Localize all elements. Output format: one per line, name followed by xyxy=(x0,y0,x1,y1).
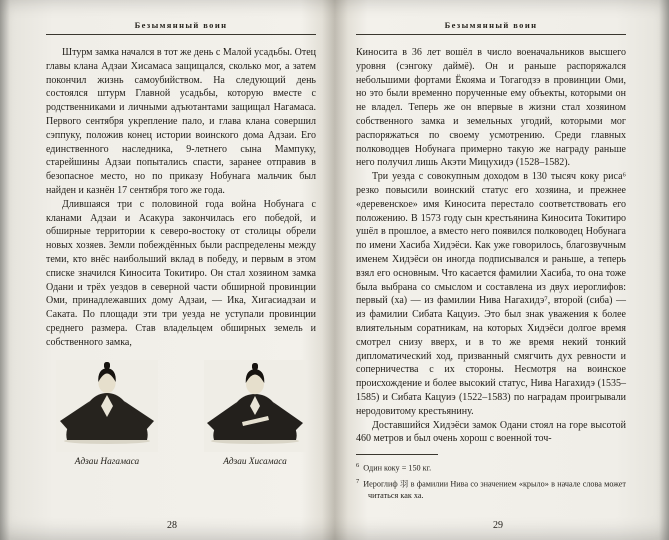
page-28-content xyxy=(46,20,316,467)
page-28 xyxy=(16,0,328,540)
footnote-text: Иероглиф 羽 в фамилии Нива со значением «крыло» в начале слова может читаться как ха. xyxy=(363,479,626,500)
figure-azai-nagamasa xyxy=(56,360,158,467)
samurai-portrait-image xyxy=(204,360,306,452)
paragraph: Доставшийся Хидэёси замок Одани стоял на горе высотой 460 метров и был очень хорош с военной точ- xyxy=(356,419,626,445)
paragraph: Длившаяся три с половиной года война Нобунага с кланами Адзаи и Асакура закончилась его победой, и обширные территории к северо-востоку от столицы обрели новых хозяев. Земли побеждённых были распределены между теми, кто внёс наибольший вклад в победу, и первым в этом списке значился Киносита Токитиро. Он стал хозяином замка Одани и трёх уездов в северной части обширной провинции Оми, принадлежавших дому Адзаи, — Ика, Хигасиадзаи и Саката. По площади эти три уезда не уступали провинции среднего размера. Став владельцем обширных земель и собственного замка, xyxy=(46,198,316,348)
page-number-right: 29 xyxy=(493,520,503,531)
footnote-divider xyxy=(356,454,438,455)
figure-caption: Адзаи Хисамаса xyxy=(223,456,287,467)
running-header-right xyxy=(356,20,626,35)
footnotes xyxy=(356,454,626,500)
paragraph: Три уезда с совокупным доходом в 130 тысяч коку риса⁶ резко повысили воинский статус его хозяина, и прежнее «деревенское» имя Киносита перестало соответствовать его положению. В 1573 году сын крестьянина Киносита Токитиро ушёл в прошлое, а вместо него появился полководец Нобунага по имени Хасиба Хидэёси. Как уже говорилось, благозвучным именем Хидэёси он иногда подписывался и раньше, а теперь взял его основным. Что касается фамилии Хасиба, то она тоже была выбрана со смыслом и составлена из двух иероглифов: первый (ха) — из фамилии Нива Нагахидэ⁷, второй (сиба) — из фамилии Сибата Кацуиэ. Это был знак уважения к более влиятельным соратникам, на которых Хидэёси долгое время смотрел снизу вверх, и в то же время некий тонкий дипломатический ход, призванный смягчить дух ревности и соперничества с их стороны. Несмотря на воинское происхождение и более высокий статус, Нива Нагахидэ (1535–1585) и Сибата Кацуиэ (1522–1583) по наградам проигрывали неродовитому крестьянину. xyxy=(356,171,626,417)
portrait-figures xyxy=(46,360,316,467)
page-number-left: 28 xyxy=(167,520,177,531)
running-title: Безымянный воин xyxy=(444,20,538,30)
figure-azai-hisamasa xyxy=(204,360,306,467)
paragraph: Киносита в 36 лет вошёл в число военачальников высшего уровня (сэнгоку даймё). Он и раньше распоряжался небольшими фортами Ёкояма и Тогагодзэ в провинции Оми, но это были временно порученные ему объекты, которыми он не владел. Теперь же он впервые в жизни стал хозяином собственного замка и земельных угодий, которыми мог распоряжаться по своему усмотрению. Среди главных полководцев Нобунага примерно такую же награду раньше него получил лишь Акэти Мицухидэ (1528–1582). xyxy=(356,47,626,169)
footnote-7 xyxy=(356,476,626,501)
footnote-6 xyxy=(356,460,626,474)
paragraph: Штурм замка начался в тот же день с Малой усадьбы. Отец главы клана Адзаи Хисамаса защищался, сколько мог, а затем покончил жизнь самоубийством. На следующий день состоялся штурм Главной усадьбы, которую вместе с родственниками и личными адъютантами защищал Нагамаса. Первого сентября укрепление пало, и глава клана совершил сэппуку, положив конец истории воинского дома Адзаи. Его единственного наследника, 9-летнего сына Мампуку, старейшины Адзаи попытались спасти, заранее отправив в безопасное место, но по приказу Нобунага мальчик был найден и казнён 17 сентября того же года. xyxy=(46,47,316,196)
footnote-marker: 6 xyxy=(356,462,360,470)
footnote-text: Один коку = 150 кг. xyxy=(363,463,432,473)
running-title: Безымянный воин xyxy=(134,20,228,30)
samurai-portrait-image xyxy=(56,360,158,452)
page-29-text xyxy=(356,46,626,446)
page-28-text xyxy=(46,46,316,350)
running-header-left xyxy=(46,20,316,35)
page-29-content xyxy=(356,20,626,503)
footnote-marker: 7 xyxy=(356,477,360,485)
figure-caption: Адзаи Нагамаса xyxy=(74,456,140,467)
page-29 xyxy=(342,0,654,540)
